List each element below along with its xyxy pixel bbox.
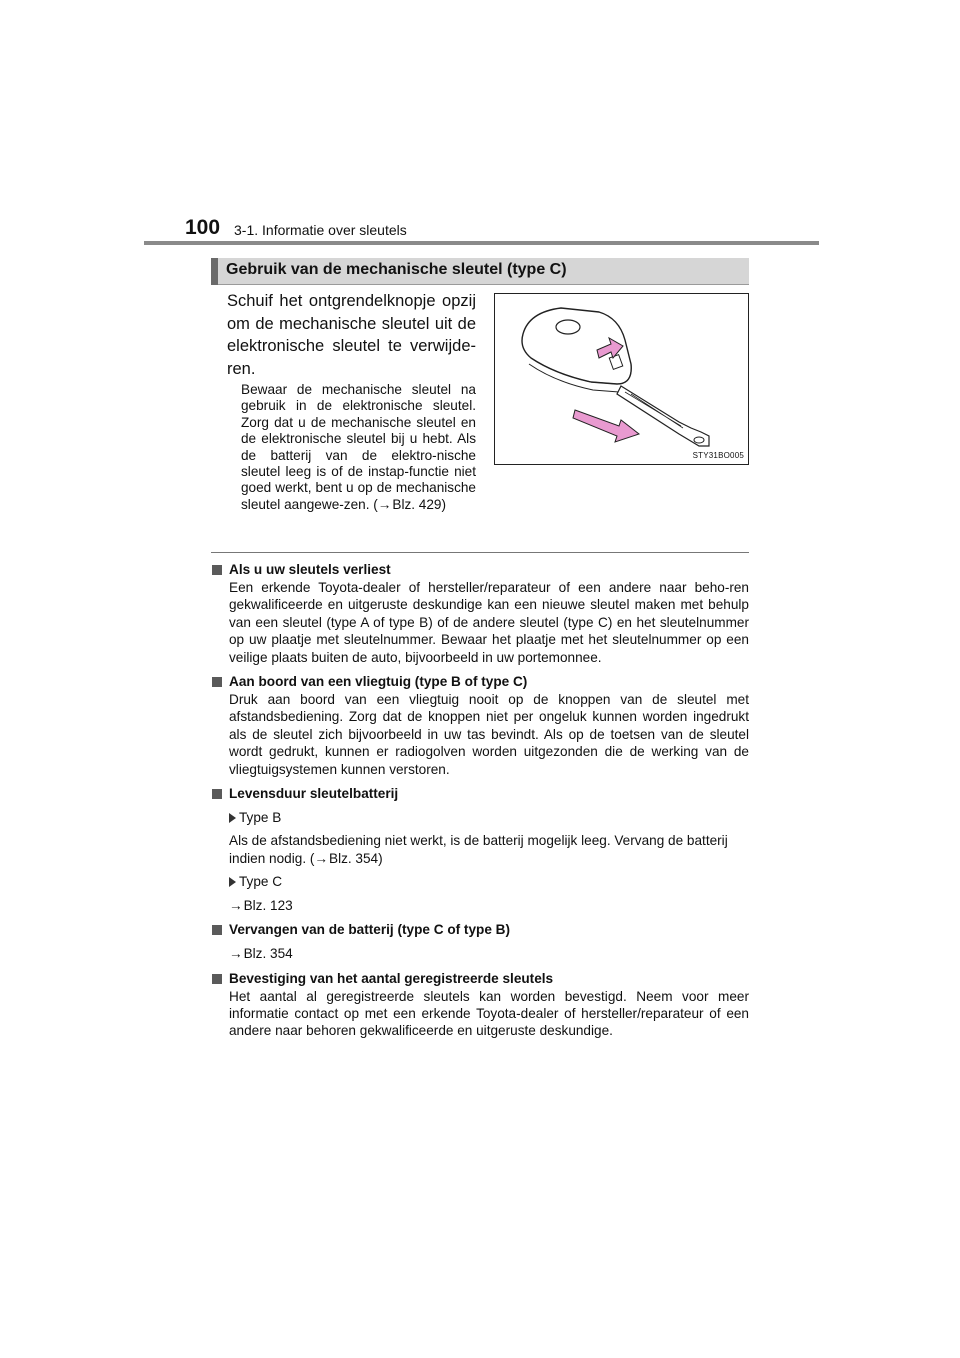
section-title: Gebruik van de mechanische sleutel (type C) — [226, 261, 567, 278]
key-drawing — [495, 294, 749, 465]
note-lost-keys — [212, 561, 749, 666]
arrow-right-icon: → — [314, 850, 328, 866]
note-battery-life — [212, 785, 749, 914]
header-rule — [144, 241, 819, 245]
section-divider — [211, 552, 749, 553]
type-b-label: Type B — [212, 809, 749, 826]
key-illustration — [494, 293, 749, 465]
page-number: 100 — [185, 216, 221, 239]
note-body: Druk aan boord van een vliegtuig nooit op de knoppen van de sleutel met afstandsbediening. Zorg dat de knoppen niet per ongeluk kunnen worden ingedrukt als de sleutel zich bijvoorbeeld in uw tas bevindt. Als op de toetsen van de sleutel wordt gedrukt, kunnen er radiogolven worden uitgezonden die de werking van de vliegtuigsystemen kunnen verstoren. — [229, 692, 749, 777]
notes-list — [212, 561, 749, 1047]
note-heading: Bevestiging van het aantal geregistreerde sleutels — [212, 970, 749, 988]
intro-note — [241, 382, 476, 513]
note-battery-replace — [212, 921, 749, 962]
battery-replace-ref: →Blz. 354 — [229, 946, 293, 962]
square-bullet-icon — [212, 974, 222, 984]
type-c-label: Type C — [212, 873, 749, 890]
note-registered-keys — [212, 970, 749, 1040]
note-heading: Aan boord van een vliegtuig (type B of type C) — [212, 673, 749, 691]
square-bullet-icon — [212, 565, 222, 575]
intro-note-ref: Blz. 429) — [392, 496, 447, 512]
square-bullet-icon — [212, 677, 222, 687]
arrow-right-icon: → — [229, 946, 243, 962]
pull-arrow-icon — [573, 410, 639, 442]
intro-note-text: Bewaar de mechanische sleutel na gebruik in de elektronische sleutel. Zorg dat u de mechanische sleutel en de elektronische sleutel bij u hebt. Als de batterij van de elektro-nische sleutel leeg is of de instap-functie niet goed werkt, bent u op de mechanische sleutel aangewe-zen. ( — [241, 382, 476, 512]
note-heading: Vervangen van de batterij (type C of type B) — [212, 921, 749, 939]
section-accent — [211, 258, 218, 285]
fob-button — [556, 320, 580, 334]
note-heading: Levensduur sleutelbatterij — [212, 785, 749, 803]
type-c-ref: →Blz. 123 — [229, 897, 293, 913]
note-heading: Als u uw sleutels verliest — [212, 561, 749, 579]
chapter-title: 3-1. Informatie over sleutels — [234, 222, 407, 238]
square-bullet-icon — [212, 789, 222, 799]
arrow-right-icon: → — [377, 496, 392, 512]
note-airplane — [212, 673, 749, 778]
figure-code: STY31BO005 — [692, 451, 744, 460]
type-b-text: Als de afstandsbediening niet werkt, is de batterij mogelijk leeg. Vervang de batterij indien nodig. (→Blz. 354) — [229, 833, 728, 866]
triangle-bullet-icon — [229, 813, 236, 823]
arrow-right-icon: → — [229, 897, 243, 913]
note-body: Het aantal al geregistreerde sleutels kan worden bevestigd. Neem voor meer informatie contact op met een erkende Toyota-dealer of hersteller/reparateur of een andere naar behoren gekwalificeerde en uitgeruste deskundige. — [229, 988, 749, 1039]
section-heading-bar — [211, 258, 749, 285]
square-bullet-icon — [212, 925, 222, 935]
intro-instruction: Schuif het ontgrendelknopje opzij om de mechanische sleutel uit de elektronische sleutel te verwijde-ren. — [227, 292, 476, 378]
triangle-bullet-icon — [229, 877, 236, 887]
note-body: Een erkende Toyota-dealer of hersteller/reparateur of een andere naar beho-ren gekwalificeerde en uitgeruste deskundige kan een nieuwe sleutel maken met behulp van een sleutel (type A of type B) of de andere sleutel (type C) en het sleutelnummer op uw plaatje met sleutelnummer. Bewaar het plaatje met het sleutelnummer op een veilige plaats buiten de auto, bijvoorbeeld in uw portemonnee. — [229, 580, 749, 665]
